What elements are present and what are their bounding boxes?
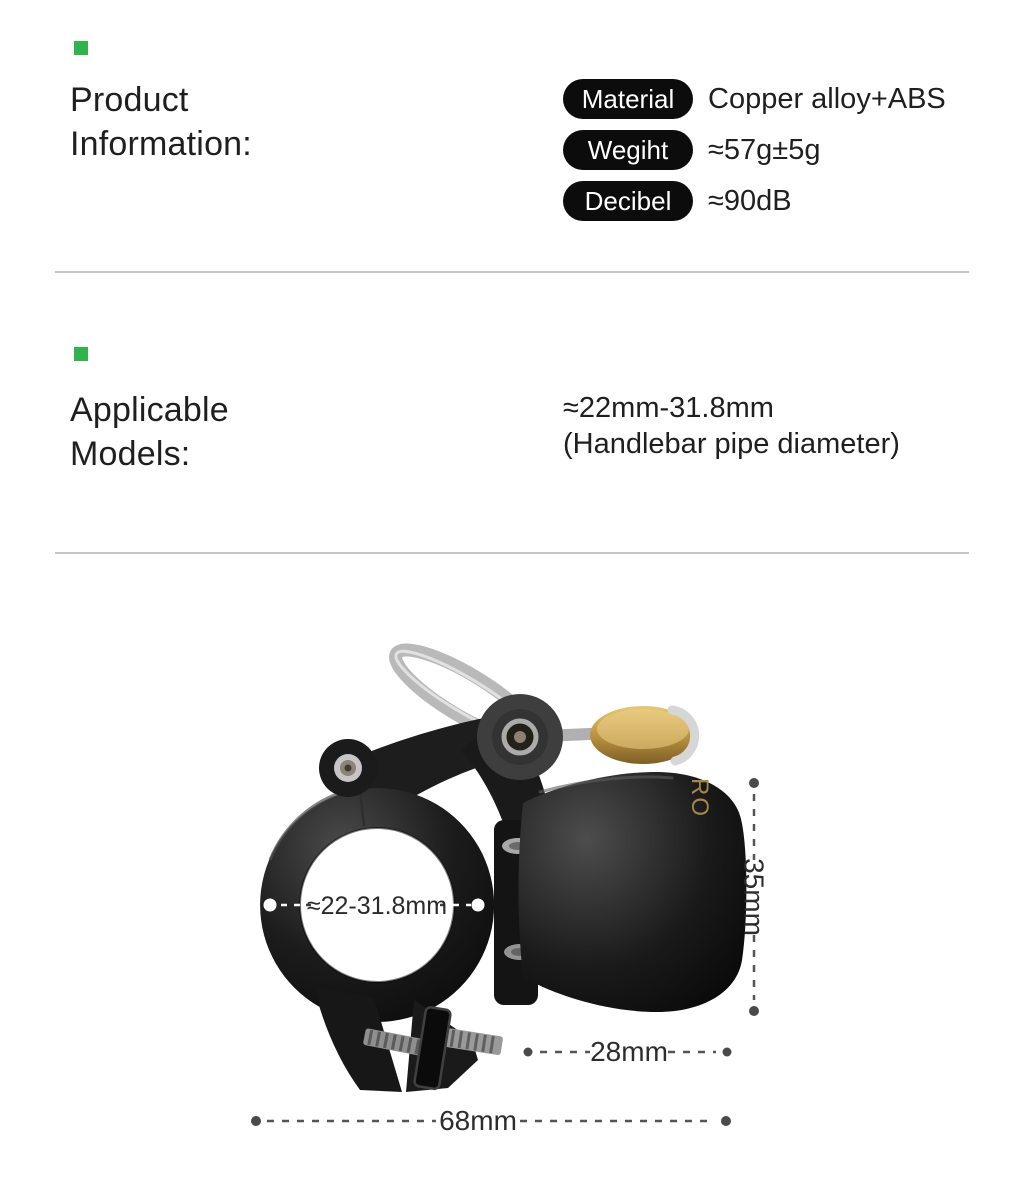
spec-value: ≈90dB bbox=[708, 184, 792, 217]
dimension-bell-width bbox=[524, 1036, 732, 1067]
applicable-models-value bbox=[563, 390, 900, 462]
dimension-total-width bbox=[251, 1105, 731, 1136]
section-title-product-information bbox=[70, 78, 252, 166]
pivot-joint bbox=[477, 694, 563, 780]
spec-value: Copper alloy+ABS bbox=[708, 82, 946, 115]
models-value-line: (Handlebar pipe diameter) bbox=[563, 428, 900, 460]
spec-row-weight bbox=[563, 130, 946, 170]
spec-badge: Decibel bbox=[563, 181, 693, 221]
spec-badge: Wegiht bbox=[563, 130, 693, 170]
dim-label-inner: ≈22-31.8mm bbox=[306, 892, 448, 920]
spec-list bbox=[563, 79, 946, 232]
dim-label-bell-width: 28mm bbox=[590, 1036, 668, 1067]
models-value-line: ≈22mm-31.8mm bbox=[563, 392, 774, 424]
dim-label-height: 35mm bbox=[738, 858, 770, 936]
product-figure-bicycle-bell bbox=[0, 620, 1024, 1190]
title-line: Product bbox=[70, 81, 189, 119]
title-line: Models: bbox=[70, 435, 191, 473]
spec-row-material bbox=[563, 79, 946, 119]
spec-row-decibel bbox=[563, 181, 946, 221]
section-title-applicable-models bbox=[70, 388, 229, 476]
brass-striker bbox=[590, 706, 696, 764]
divider bbox=[55, 552, 969, 554]
bell-dome bbox=[519, 772, 747, 1012]
spec-value: ≈57g±5g bbox=[708, 133, 821, 166]
divider bbox=[55, 271, 969, 273]
bell-brand-text: RO bbox=[686, 778, 713, 818]
title-line: Information: bbox=[70, 125, 252, 163]
dimension-height bbox=[739, 778, 770, 1016]
green-square-icon bbox=[74, 347, 88, 361]
green-square-icon bbox=[74, 41, 88, 55]
spec-badge: Material bbox=[563, 79, 693, 119]
dim-label-total-width: 68mm bbox=[439, 1105, 517, 1136]
title-line: Applicable bbox=[70, 391, 229, 429]
